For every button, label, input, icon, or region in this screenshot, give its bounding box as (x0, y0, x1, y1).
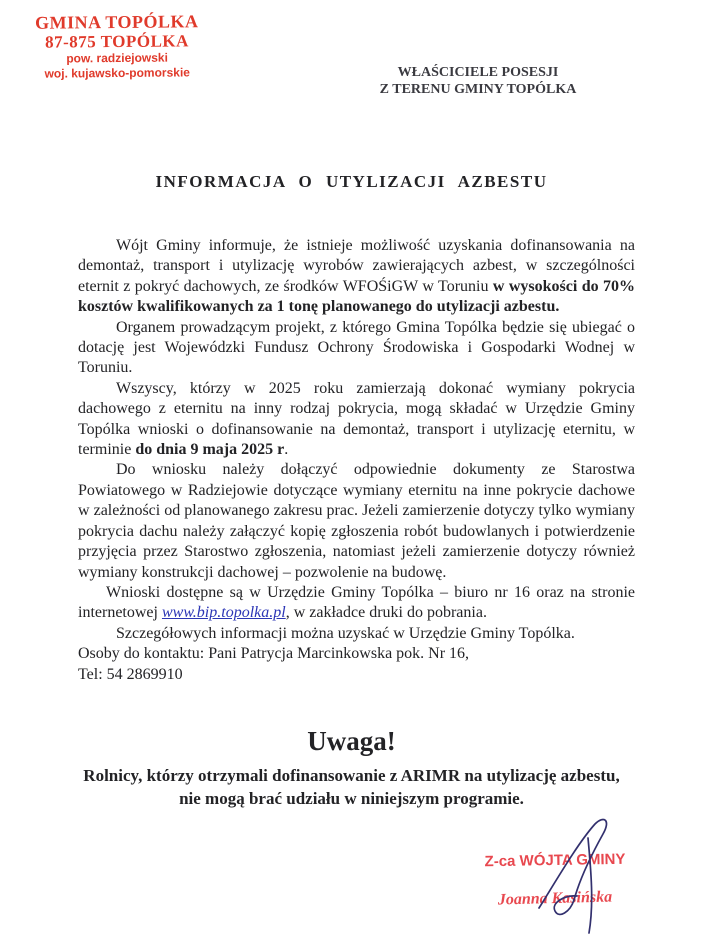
sender-stamp (28, 11, 207, 82)
handwritten-signature (525, 812, 625, 935)
signatory-name-stamp: Joanna Kasińska (497, 888, 613, 909)
paragraph-text: . (284, 441, 289, 459)
stamp-postal-address: 87-875 TOPÓLKA (44, 31, 189, 52)
paragraph-text: , w zakładce druki do pobrania. (285, 604, 487, 622)
bip-website-link[interactable]: www.bip.topolka.pl (161, 604, 286, 622)
contact-person-line: Osoby do kontaktu: Pani Patrycja Marcinkowska pok. Nr 16, (78, 645, 470, 663)
document-title: INFORMACJA O UTYLIZACJI AZBESTU (155, 172, 548, 191)
stamp-voivodeship: woj. kujawsko-pomorskie (44, 65, 190, 81)
paragraph-text: Wójt Gminy informuje, że istnieje możliwość uzyskania dofinansowania na demontaż, transport i utylizację wyrobów zawierających azbest, w szczególności eternit z pokryć dachowych, ze środków WFOŚiGW w Toruniu (78, 237, 635, 295)
paragraph-application-deadline (78, 379, 635, 461)
document-body (78, 236, 635, 685)
stamp-municipality-name: GMINA TOPÓLKA (35, 11, 199, 33)
paragraph-more-info: Szczegółowych informacji można uzyskać w Urzędzie Gminy Topólka. (116, 624, 575, 642)
paragraph-where-to-get-forms (78, 583, 635, 624)
signatory-title-stamp: Z-ca WÓJTA GMINY (484, 850, 626, 871)
notice-line-2: nie mogą brać udziału w niniejszym programie. (179, 789, 524, 808)
paragraph-required-documents: Do wniosku należy dołączyć odpowiednie dokumenty ze Starostwa Powiatowego w Radziejowie dotyczące wymiany eternitu na inne pokrycie dachowe w zależności od planowanego zakresu prac. Jeżeli zamierzenie dotyczy tylko wymiany pokrycia dachu należy załączyć kopię zgłoszenia robót budowlanych i potwierdzenie przyjęcia przez Starostwo zgłoszenia, natomiast jeżeli zamierzenie dotyczy również wymiany konstrukcji dachowej – pozwolenie na budowę. (78, 461, 635, 581)
notice-heading: Uwaga! (307, 726, 396, 756)
notice-body (0, 764, 703, 810)
stamp-county: pow. radziejowski (66, 50, 168, 66)
paragraph-text: Wnioski dostępne są w Urzędzie Gminy Topólka – biuro nr 16 oraz na stronie internetowej (78, 583, 635, 622)
notice-line-1: Rolnicy, którzy otrzymali dofinansowanie z ARIMR na utylizację azbestu, (83, 766, 620, 785)
paragraph-text: Wszyscy, którzy w 2025 roku zamierzają dokonać wymiany pokrycia dachowego z eternitu na inny rodzaj pokrycia, mogą składać w Urzędzie Gminy Topólka wnioski o dofinansowanie na demontaż, transport i utylizację eternitu, w terminie (78, 379, 635, 459)
deadline-date: do dnia 9 maja 2025 r (135, 441, 285, 459)
addressee-line-2: Z TERENU GMINY TOPÓLKA (379, 82, 577, 97)
addressee-block (352, 64, 604, 98)
addressee-line-1: WŁAŚCICIELE POSESJI (397, 65, 559, 80)
contact-phone-line: Tel: 54 2869910 (78, 665, 183, 683)
paragraph-funding-organ: Organem prowadzącym projekt, z którego Gmina Topólka będzie się ubiegać o dotację jest Wojewódzki Fundusz Ochrony Środowiska i Gospodarki Wodnej w Toruniu. (78, 318, 635, 377)
paragraph-funding-info (78, 236, 635, 318)
paragraph-bold-text: w wysokości do 70% kosztów kwalifikowanych za 1 tonę planowanego do utylizacji azbestu. (78, 277, 635, 316)
